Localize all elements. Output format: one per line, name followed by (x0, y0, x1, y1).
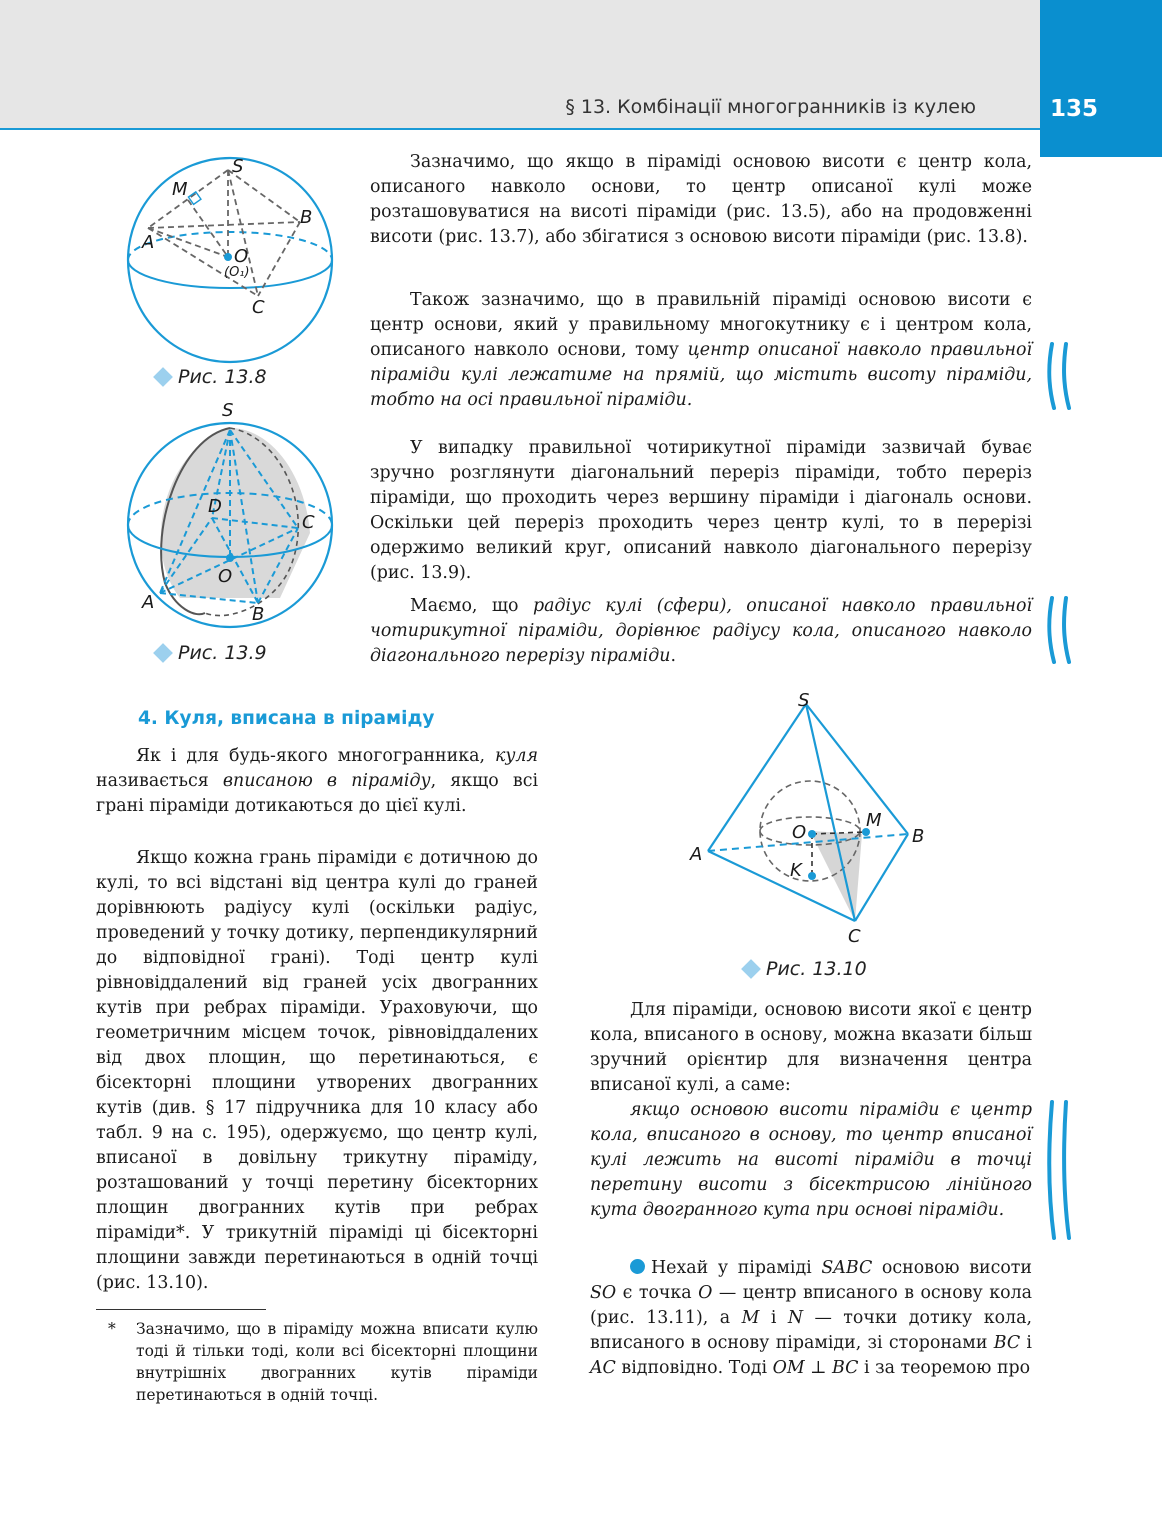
paragraph-circumcenter: Зазначимо, що якщо в піраміді основою висоти є центр кола, описаного навколо основи, то центр описаної кулі може розташовуватися на висоті піраміди (рис. 13.5), або на продовженні висоти (рис. 13.7), або збігатися з основою висоти піраміди (рис. 13.8). (370, 152, 1032, 247)
header-rule (0, 128, 1040, 130)
fig-13-10-label-a: A (690, 844, 703, 865)
fig-13-10-label-k: K (790, 860, 802, 881)
fig-13-8-label-b: B (300, 207, 313, 228)
running-head: § 13. Комбінації многогранників із кулею (565, 96, 976, 118)
def-part-c: називається (96, 771, 223, 791)
proof-l: BC (993, 1333, 1021, 1353)
proof-p: OM ⊥ BC (772, 1358, 859, 1378)
proof-k: — точки дотику кола, вписаного в основу піраміди, зі сторонами (590, 1308, 1032, 1353)
def-part-d: вписаною в піраміду (222, 771, 431, 791)
fig-13-9-caption (156, 642, 267, 664)
fig-13-9-label-s: S (222, 400, 234, 421)
fig-13-9-label-b: B (252, 604, 265, 625)
fig-13-8-label-c: C (252, 297, 265, 318)
fig-13-10-label-o: O (792, 822, 807, 843)
fig-13-9-caption-text: Рис. 13.9 (178, 642, 267, 664)
bullet-dot-icon (630, 1259, 645, 1274)
fig-13-8-label-m: M (172, 179, 188, 200)
def-part-a: Як і для будь-якого многогранника, (136, 746, 495, 766)
fig-13-8-label-o: O (234, 246, 249, 267)
proof-o: відповідно. Тоді (615, 1358, 773, 1378)
proof-m: і (1020, 1333, 1032, 1353)
proof-b: SABC (821, 1258, 873, 1278)
fig-13-8-caption-text: Рис. 13.8 (178, 366, 267, 388)
figure-13-10 (680, 686, 940, 951)
page-number-tab (1040, 0, 1162, 157)
paragraph-radius-italic: радіус кулі (сфери), описаної навколо правильної чотирикутної піраміди, дорівнює радіусу кола, описаного навколо діагонального перерізу піраміди (370, 596, 1033, 666)
page-number: 135 (1050, 96, 1099, 122)
paragraph-regular-pyramid (370, 288, 1032, 413)
margin-mark-3 (1046, 1098, 1076, 1243)
proof-f: O (698, 1283, 713, 1303)
fig-13-9-label-c: C (302, 512, 315, 533)
def-part-b: куля (494, 746, 538, 766)
proof-g: — центр вписаного в основу кола (рис. 13.11), а (590, 1283, 1032, 1328)
margin-mark-1 (1046, 340, 1076, 412)
proof-d: SO (590, 1283, 617, 1303)
fig-13-8-label-a: A (142, 232, 155, 253)
fig-13-10-label-c: C (848, 926, 861, 947)
fig-13-8-label-o1: (O₁) (224, 265, 250, 280)
footnote-text: Зазначимо, що в піраміду можна вписати кулю тоді й тільки тоді, коли всі бісекторні площини внутрішніх двогранних кутів піраміди перетинаються в одній точці. (136, 1320, 538, 1404)
proof-j: N (787, 1308, 804, 1328)
proof-c: основою висоти (872, 1258, 1033, 1278)
figure-13-9 (120, 398, 345, 633)
fig-13-10-label-s: S (798, 690, 810, 711)
caption-diamond-icon (153, 643, 173, 663)
paragraph-radius (370, 594, 1032, 669)
proof-h: M (741, 1308, 760, 1328)
fig-13-9-label-a: A (142, 592, 155, 613)
paragraph-regular-pyramid-lead: Також зазначимо, що в правильній піраміді основою висоти є центр основи, який у правильному многокутнику є і центром кола, описаного навколо основи, тому (370, 290, 1032, 360)
footnote (96, 1318, 538, 1406)
paragraph-convenient-guide: Для піраміди, основою висоти якої є центр кола, вписаного в основу, можна вказати більш зручний орієнтир для визначення центра вписаної кулі, а саме: (590, 1000, 1032, 1095)
paragraph-tangent-faces: Якщо кожна грань піраміди є дотичною до кулі, то всі відстані від центра кулі до граней дорівнюють радіусу кулі (оскільки радіус, проведений у точку дотику, перпендикулярний до відповідної грані). Тоді центр кулі рівновіддалений від граней усіх двогранних кутів при ребрах піраміди. Ураховуючи, що геометричним місцем точок, рівновіддалених від двох площин, що перетинаються, є бісекторні площини утворених двогранних кутів (див. § 17 підручника для 10 класу або табл. 9 на с. 195), одержуємо, що центр кулі, вписаної в довільну трикутну піраміду, розташований у точці перетину бісекторних площин двогранних кутів при ребрах піраміди*. У трикутній піраміді ці бісекторні площини завжди перетинаються в одній точці (рис. 13.10). (96, 848, 538, 1293)
footnote-rule (96, 1309, 266, 1310)
margin-mark-2 (1046, 594, 1076, 666)
fig-13-10-label-b: B (912, 826, 925, 847)
paragraph-inscribed-definition (96, 744, 538, 819)
proof-a: Нехай у піраміді (651, 1258, 822, 1278)
fig-13-9-label-o: O (218, 566, 233, 587)
inscribed-center-rule-italic: якщо основою висоти піраміди є центр кола, вписаного в основу, то центр вписаної кулі лежить на висоті піраміди в точці перетину висоти з бісектрисою лінійного кута двогранного кута при основі піраміди. (590, 1100, 1032, 1220)
proof-e: є точка (616, 1283, 699, 1303)
caption-diamond-icon (153, 367, 173, 387)
paragraph-proof-start (590, 1256, 1032, 1381)
def-part-e: , якщо всі грані піраміди дотикаються до цієї кулі. (96, 771, 539, 816)
fig-13-10-caption-text: Рис. 13.10 (766, 958, 867, 980)
paragraph-radius-end: . (670, 646, 676, 666)
fig-13-9-label-d: D (208, 496, 222, 517)
proof-q: і за теоремою про (858, 1358, 1031, 1378)
fig-13-10-caption (744, 958, 867, 980)
fig-13-8-label-s: S (232, 156, 244, 177)
section-title: 4. Куля, вписана в піраміду (138, 708, 435, 729)
footnote-mark: * (108, 1320, 116, 1338)
fig-13-10-label-m: M (866, 810, 882, 831)
proof-i: і (759, 1308, 788, 1328)
paragraph-diagonal-section: У випадку правильної чотирикутної піраміди зазвичай буває зручно розглянути діагональний переріз піраміди, тобто переріз піраміди, що проходить через вершину піраміди і діагональ основи. Оскільки цей переріз проходить через центр кулі, то в перерізі одержимо великий круг, описаний навколо діагонального перерізу (рис. 13.9). (370, 438, 1032, 583)
paragraph-regular-pyramid-italic: центр описаної навколо правильної піраміди кулі лежатиме на прямій, що містить висоту піраміди, тобто на осі правильної піраміди. (370, 340, 1033, 410)
fig-13-8-caption (156, 366, 267, 388)
paragraph-radius-lead: Маємо, що (410, 596, 533, 616)
proof-n: AC (590, 1358, 616, 1378)
caption-diamond-icon (741, 959, 761, 979)
paragraph-inscribed-center-rule (590, 1098, 1032, 1223)
figure-13-8 (120, 150, 340, 365)
